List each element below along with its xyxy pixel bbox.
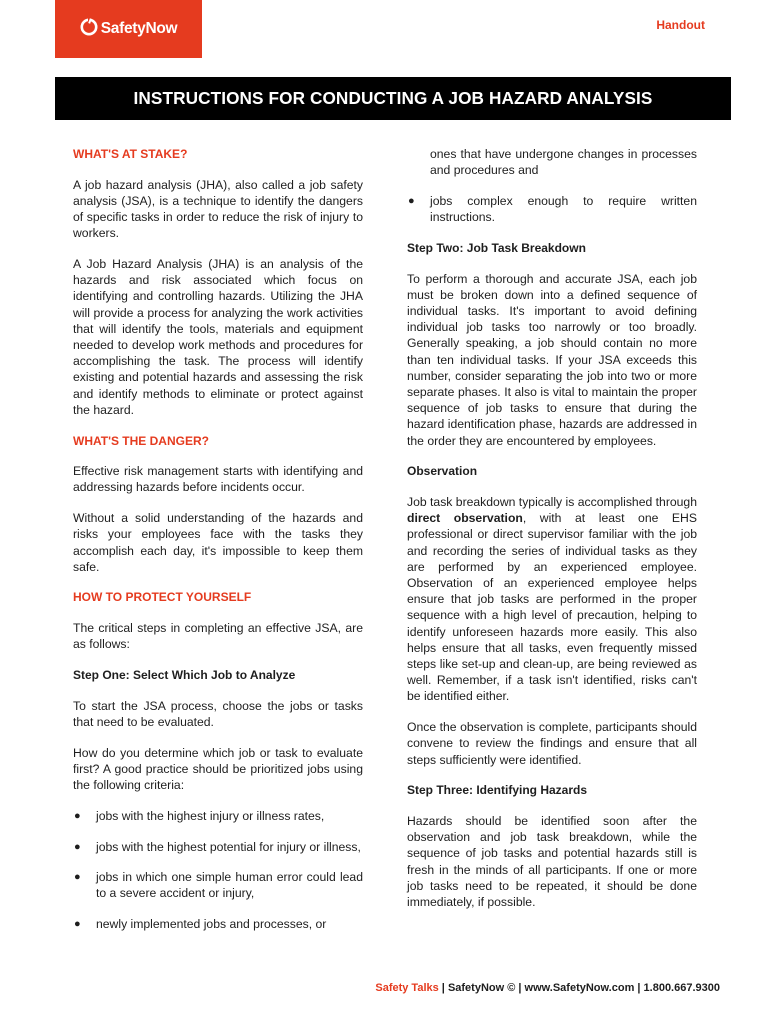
paragraph-direct-observation: Job task breakdown typically is accomplished through direct observation, with at least one EHS professional or direct supervisor familiar with the job and recording the series of individual tasks as they are performed by an experienced employee. Observation of an experienced employee helps ensure that job tasks are performed in the proper sequence with a high level of precaution, helping to identify unforeseen hazards more easily. This also helps ensure that all tasks, even frequently missed steps like set-up and clean-up, are being reviewed as well. Remember, if a task isn't identified, risks can't be identified either. (407, 494, 697, 704)
heading-whats-the-danger: WHAT'S THE DANGER? (73, 433, 209, 448)
list-item: ● jobs with the highest potential for injury or illness, (74, 839, 361, 854)
paragraph-risk-management: Effective risk management starts with identifying and addressing hazards before incidents occur. (73, 464, 363, 495)
bullet-icon: ● (74, 918, 81, 931)
paragraph-understanding-hazards: Without a solid understanding of the hazards and risks your employees face with the tasks they accomplish each day, it's impossible to keep them safe. (73, 511, 363, 574)
list-item: ● newly implemented jobs and processes, or (74, 917, 327, 932)
paragraph-identifying-hazards: Hazards should be identified soon after the observation and job task breakdown, while the sequence of job tasks and potential hazards still is fresh in the minds of all participants. If one or more job tasks need to be repeated, it should be done immediately, if possible. (407, 813, 697, 909)
heading-whats-at-stake: WHAT'S AT STAKE? (73, 147, 188, 161)
handout-label: Handout (656, 18, 705, 32)
title-bar (55, 77, 731, 120)
criteria-list (73, 808, 363, 933)
footer (375, 982, 720, 994)
paragraph-review-findings: Once the observation is complete, participants should convene to review the findings and ensure that all steps sufficiently were identified. (407, 720, 697, 767)
bold-direct-observation: direct observation (407, 511, 523, 526)
footer-contact: | SafetyNow © | www.SafetyNow.com | 1.800.667.9300 (438, 982, 720, 994)
logo (55, 0, 202, 58)
footer-safety-talks: Safety Talks (375, 982, 439, 994)
left-column (73, 146, 363, 947)
list-item: ● jobs with the highest injury or illness rates, (74, 808, 325, 823)
list-item: ones that have undergone changes in processes and procedures and (430, 147, 697, 178)
list-item: ● jobs complex enough to require written instructions. (408, 193, 697, 225)
bullet-icon: ● (74, 871, 81, 884)
paragraph-task-breakdown: To perform a thorough and accurate JSA, each job must be broken down into a defined sequence of individual tasks. It's important to avoid defining individual job tasks too narrowly or too broadly. Generally speaking, a job should contain no more than ten individual tasks. If your JSA exceeds this number, consider separating the job into two or more separate phases. It also is vital to maintain the proper sequence of job tasks to ensure that during the hazard identification phase, hazards are addressed in the order they are encountered by employees. (407, 271, 697, 448)
heading-step-two: Step Two: Job Task Breakdown (407, 240, 586, 255)
criteria-list-continued (407, 146, 697, 225)
paragraph-prioritize: How do you determine which job or task to evaluate first? A good practice should be prioritized jobs using the following criteria: (73, 745, 363, 793)
bullet-icon: ● (74, 840, 81, 853)
heading-how-to-protect: HOW TO PROTECT YOURSELF (73, 590, 252, 605)
list-item: ● jobs in which one simple human error could lead to a severe accident or injury, (74, 870, 363, 901)
logo-text: SafetyNow (100, 20, 178, 37)
heading-observation: Observation (407, 464, 478, 479)
page-title: INSTRUCTIONS FOR CONDUCTING A JOB HAZARD ANALYSIS (133, 88, 653, 108)
paragraph-critical-steps: The critical steps in completing an effective JSA, are as follows: (73, 621, 363, 652)
heading-step-one: Step One: Select Which Job to Analyze (73, 668, 296, 683)
safetynow-logo-icon (80, 18, 98, 41)
bullet-icon: ● (408, 194, 415, 207)
paragraph-start-jsa: To start the JSA process, choose the jobs or tasks that need to be evaluated. (73, 698, 363, 729)
paragraph-jha-definition: A job hazard analysis (JHA), also called a job safety analysis (JSA), is a technique to identify the dangers of specific tasks in order to reduce the risk of injury to workers. (73, 177, 363, 241)
paragraph-jha-analysis: A Job Hazard Analysis (JHA) is an analysis of the hazards and risk associated which focus on identifying and controlling hazards. Utilizing the JHA will provide a process for analyzing the work activities that will identify the tools, materials and equipment needed to develop work methods and procedures for accomplishing the task. The process will identify existing and potential hazards and assessing the risk and identify methods to eliminate or protect against the hazard. (73, 257, 363, 417)
right-column (407, 146, 697, 925)
bullet-icon: ● (74, 809, 81, 822)
heading-step-three: Step Three: Identifying Hazards (407, 783, 588, 798)
